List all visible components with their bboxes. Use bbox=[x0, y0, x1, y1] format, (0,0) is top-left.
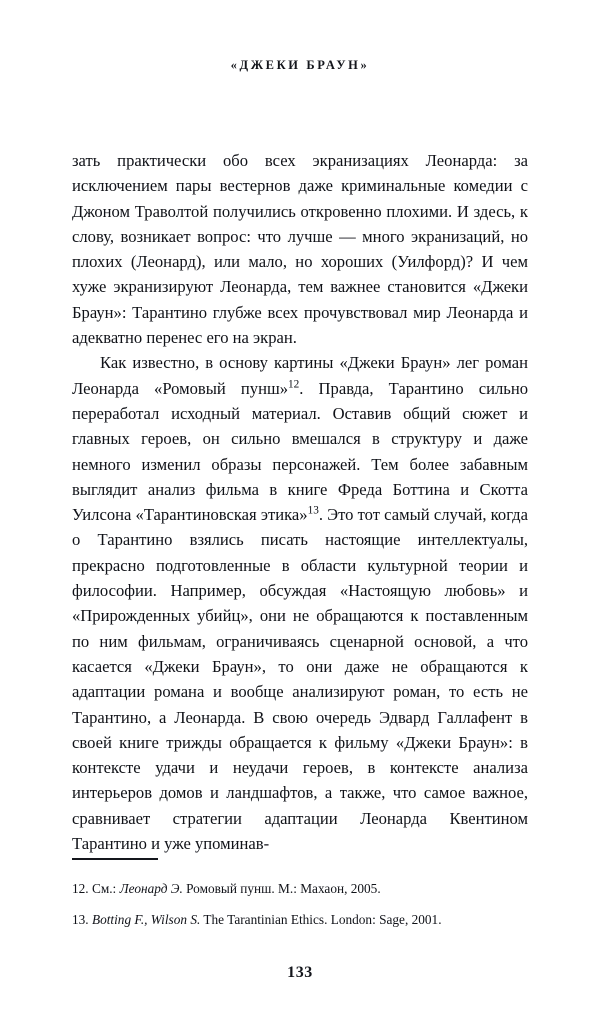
footnote-number: 13. bbox=[72, 912, 89, 927]
footnote-author: Botting F., Wilson S. bbox=[91, 912, 201, 927]
footnote-12 bbox=[72, 880, 528, 898]
footnote-number: 12. bbox=[72, 881, 89, 896]
footnote-prefix: См.: bbox=[91, 881, 120, 896]
book-page bbox=[0, 58, 600, 1020]
paragraph-text: зать практически обо всех экранизациях Леонарда: за исключением пары вестернов даже криминальные комедии с Джоном Траволтой получились откровенно плохими. И здесь, к слову, возникает вопрос: что лучше — много экранизаций, но плохих (Леонард), или мало, но хороших (Уилфорд)? И чем хуже экранизируют Леонарда, тем важнее становится «Джеки Браун»: Тарантино глубже всех прочувствовал мир Леонарда и адекватно перенес его на экран. bbox=[72, 151, 528, 348]
footnote-separator-rule bbox=[72, 858, 158, 860]
running-head: «ДЖЕКИ БРАУН» bbox=[230, 58, 370, 72]
footnote-rest: Ромовый пунш. М.: Махаон, 2005. bbox=[182, 881, 381, 896]
paragraph-continued bbox=[72, 148, 528, 350]
page-number: 133 bbox=[287, 964, 313, 981]
body-text-column bbox=[72, 148, 528, 856]
footnote-author: Леонард Э. bbox=[119, 881, 183, 896]
paragraph-second bbox=[72, 350, 528, 856]
footnotes-section bbox=[72, 858, 528, 942]
footnote-13 bbox=[72, 911, 528, 929]
paragraph-text: Как известно, в основу картины «Джеки Браун» лег роман Леонарда «Ромовый пунш»$^{12}$. Правда, Тарантино сильно переработал исходный материал. Оставив общий сюжет и главных героев, он сильно вмешался в структуру и даже немного изменил образы персонажей. Тем более забавным выглядит анализ фильма в книге Фреда Боттина и Скотта Уилсона «Тарантиновская этика»$^{13}$. Это тот самый случай, когда о Тарантино взялись писать настоящие интеллектуалы, прекрасно подготовленные в области культурной теории и философии. Например, обсуждая «Настоящую любовь» и «Прирожденных убийц», они не обращаются к поставленным по ним фильмам, ограничиваясь сценарной основой, а что касается «Джеки Браун», то они даже не обращаются к адаптации романа и вообще анализируют роман, то есть не Тарантино, а Леонарда. В свою очередь Эдвард Галлафент в своей книге трижды обращается к фильму «Джеки Браун»: в контексте удачи и неудачи героев, в контексте анализа интерьеров домов и ландшафтов, а также, что самое важное, сравнивает стратегии адаптации Леонарда Квентином Тарантино и уже упоминав- bbox=[72, 353, 528, 854]
footnote-rest: The Tarantinian Ethics. London: Sage, 2001. bbox=[200, 912, 442, 927]
